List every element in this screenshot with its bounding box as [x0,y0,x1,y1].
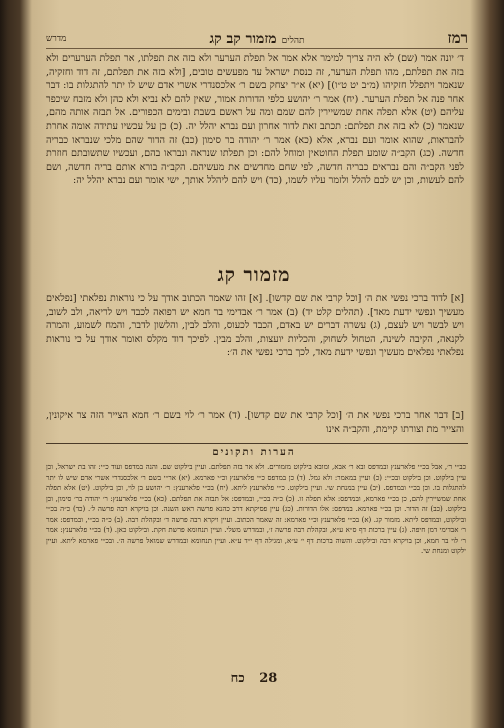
header-center: מזמור קב קג [209,31,277,47]
notes-divider [46,443,468,444]
commentary-block-1: ד׳ יונה אמר (שם) לא היה צריך למימר אלא אמר אל תפלת הערער ולא בזה את תפלתו, אר תפלת הערערים ולא בזה את תפלתם, מהו תפלת הערער, זה כנסת ישראל עד מפעשים טובים, [ולא בזה את תפלתם, זה דוד וחזקיה, שנאמר ויתפלל חזקיהו (מ״ב יט ט״ו)] (יא) א״ר יצחק בשם ר׳ אלכסנדרי אשרי אדם שיש לו יתר להתגלות בו: דבר אחר פנה אל תפלת הערער. (יח) אמר ר׳ יהושע כלפי הדורות אמור, שאין להם לא נביא ולא כהן ולא מזבח שיכפר עליהם (יט) אלא תפלה אחת שמשיירין להם שמם ומה על ראשם בשבת ובימים הכפורים. אל תבזה אותה מהם, שנאמר (כ) לא בזה את תפלתם: תכתב זאת לדור אחרון ועם נברא יהלל יה. (כ) כן על עכשיו עתידה אומה אחרת להבראות, שהוא אומר ועם נברא, אלא (כא) אמר ר׳ יהודה בר סימון (כב) זה הדור שהם מלכי שנבראו כבריה חדשה. (כג) הקב״ה שומע תפלת החוטאין ומוחל להם: וכן תפלתו שנראה ונבראו בהם, ועכשיו שתשובתם חוזרת לפני הקב״ה והם נבראים כבריה חדשה, לפי שחם מחדשים את מעשיהם. הקב״ה בורא אותם בריה חדשה, ושם להם לעשות, וכן יש לבם להלל ולזמר עליו לשמו, (כד) ויש להם ליהלל אותך, ישי אומר ועם נברא יהלל יה: [46,53,464,187]
hebrew-page-number: כח [230,671,245,686]
notes-title: הערות ותקונים [212,447,296,458]
running-header [46,28,468,49]
commentary-block-2: [א] לדוד ברכי נפשי את ה׳ [וכל קרבי את שם קדשו]. [א] זהו שאמר הכתוב אודך על כי נוראות נפלאתי [נפלאים מעשיך ונפשי ידעת מאד]. (תהלים קלט יד) (ב) אמר ר׳ אבדימי בר חמא יש רפואה לכבד ויש לריאה, ולב לשוב, ויש לבשר ויש לעצם, (ג) עשרה דברים יש באדם, הכבד לכעוס, והלב לבין, והלשון לדבר, והמח לשמוע, והמרה לקנאה, הקיבה לשינה, הטחול לשחוק, והכליות יועצות, והלב מבין. לפיכך דוד מקלס ואומר אודך על כי נוראות נפלאתי נפלאים מעשיך ונפשי ידעת מאד, לכך ברכי נפשי את ה׳: [46,293,464,359]
commentary-block-3: [ב] דבר אחר ברכי נפשי את ה׳ [וכל קרבי את שם קדשו]. (ד) אמר ר׳ לוי בשם ר׳ חמא הצייר הזה צר איקונין, והצייר מת וצורתו קיימת, והקב״ה אינו [46,410,464,435]
book-page [30,6,478,722]
page-footer [30,670,478,686]
header-center-sub: תהלים [281,36,305,46]
header-left: מדרש [46,33,67,44]
page-number: 28 [259,671,278,686]
notes-text: כב״י ר׳, אבל בכ״י פלארענץ ובמדפס ובא ר׳ אבא, ומובא בילקוט מזמורים. ולא אר בזה תפלתם. ועיין בילקוט שם. והנה במדפס ועוד כ״י: זהו בת ישראל, וכן עיין בילקוט. וכן בילקוט ובכ״י: (כ) ועיין במאמר: ולא גמל. (ד) כן במדפס כ״י פלארענץ וכ״י פארמא. (יא) אר״י בשם ר׳ אלכסנדרי אשרי אדם שיש לו יתר להתגלות בו. וכן בכ״י ובמדפס. (יב) עיין במנחת שי. ועיין בילקוט. כ״י פלארענץ ליתא. (יח) בכ״י פלארענץ: ר׳ יהושע בן לוי, וכן בילקוט. (יט) אלא תפלה אחת שמשיירין להם, כן בכ״י פארמא, ובמדפס: אלא תפלה זו. (כ) כ״ה בכ״י, ובמדפס: אל תבזה את תפלתם. (כא) בכ״י פלארענץ: ר׳ יהודה בר׳ סימון, וכן בילקוט. (כב) זה הדור. וכן בכ״י פארמא. במדפס: אלו הדורות. (כג) עיין פסיקתא דרב כהנא פרשה ראש השנה. וכן בויקרא רבה פרשה ל׳. (כד) כ״ה בכ״י ובילקוט, ובמדפס ליתא. מזמור קג. (א) בכ״י פלארענץ וכ״י פארמא: זה שאמר הכתוב. ועיין ויקרא רבה פרשה ד׳ ובקהלת רבה. (ב) כ״ה בכ״י, ובמדפס: אמר ר׳ אבדימי דמן חיפה. (ג) עיין ברכות דף ס״א ע״א, ובקהלת רבה פרשה ז׳, ובמדרש משלי. ועיין תנחומא פרשת חקת. ובילקוט כאן. (ד) בכ״י פלארענץ: אמר ר׳ לוי בר חמא, וכן בויקרא רבה ובילקוט. והשוה ברכות דף י׳ ע״א, ומגילה דף י״ד ע״א. ועיין תנחומא ובמדרש שמואל פרשה ה׳. ובכ״י פארמא ליתא. ועיין ילקוט ומנחת שי. [46,463,466,555]
header-right: רמז [447,28,468,47]
header-center-group [210,28,305,48]
psalm-title: מזמור קג [217,264,291,286]
